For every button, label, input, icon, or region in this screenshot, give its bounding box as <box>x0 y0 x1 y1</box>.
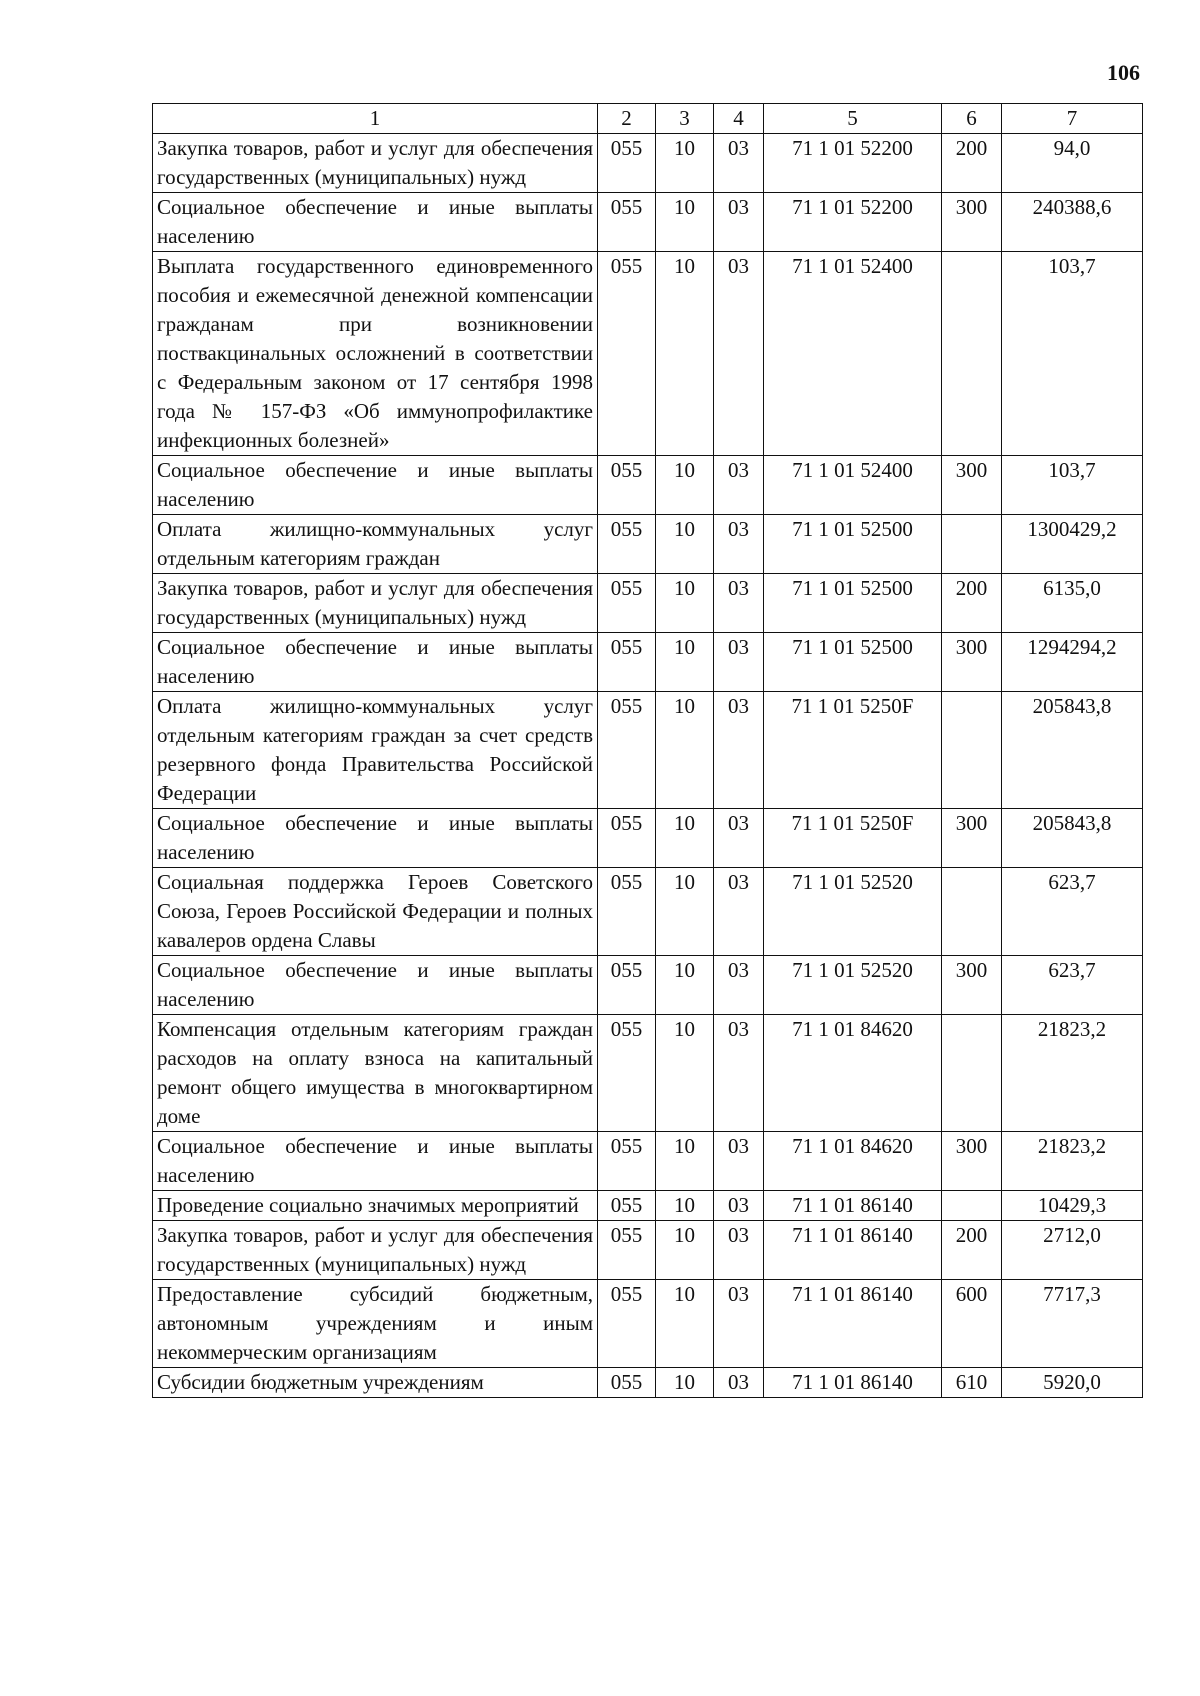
cell-code-4: 03 <box>714 1132 764 1191</box>
cell-code-6: 200 <box>942 1221 1002 1280</box>
cell-amount: 6135,0 <box>1002 574 1143 633</box>
table-row <box>153 515 1143 574</box>
table-row <box>153 956 1143 1015</box>
cell-code-2: 055 <box>598 515 656 574</box>
cell-code-5: 71 1 01 86140 <box>764 1368 942 1398</box>
cell-code-6: 300 <box>942 809 1002 868</box>
cell-code-2: 055 <box>598 252 656 456</box>
cell-code-6: 200 <box>942 134 1002 193</box>
cell-code-3: 10 <box>656 1221 714 1280</box>
cell-code-5: 71 1 01 52500 <box>764 515 942 574</box>
cell-code-3: 10 <box>656 1368 714 1398</box>
cell-code-2: 055 <box>598 1132 656 1191</box>
cell-amount: 7717,3 <box>1002 1280 1143 1368</box>
table-row <box>153 574 1143 633</box>
table-row <box>153 809 1143 868</box>
cell-amount: 623,7 <box>1002 868 1143 956</box>
cell-code-2: 055 <box>598 1221 656 1280</box>
cell-code-3: 10 <box>656 633 714 692</box>
cell-code-5: 71 1 01 52400 <box>764 456 942 515</box>
table-header <box>153 104 1143 134</box>
cell-code-5: 71 1 01 52400 <box>764 252 942 456</box>
cell-code-4: 03 <box>714 252 764 456</box>
cell-code-2: 055 <box>598 134 656 193</box>
cell-code-5: 71 1 01 52520 <box>764 868 942 956</box>
cell-description: Субсидии бюджетным учреждениям <box>153 1368 598 1398</box>
cell-amount: 5920,0 <box>1002 1368 1143 1398</box>
cell-amount: 1294294,2 <box>1002 633 1143 692</box>
cell-code-5: 71 1 01 86140 <box>764 1221 942 1280</box>
column-header-7: 7 <box>1002 104 1143 134</box>
cell-code-6 <box>942 252 1002 456</box>
cell-code-2: 055 <box>598 692 656 809</box>
cell-amount: 205843,8 <box>1002 809 1143 868</box>
cell-amount: 240388,6 <box>1002 193 1143 252</box>
cell-code-5: 71 1 01 52200 <box>764 193 942 252</box>
cell-code-4: 03 <box>714 1015 764 1132</box>
cell-description: Социальное обеспечение и иные выплаты населению <box>153 1132 598 1191</box>
cell-code-6 <box>942 1191 1002 1221</box>
cell-code-5: 71 1 01 52200 <box>764 134 942 193</box>
table-row <box>153 692 1143 809</box>
cell-code-5: 71 1 01 5250F <box>764 809 942 868</box>
cell-code-6: 200 <box>942 574 1002 633</box>
cell-code-4: 03 <box>714 134 764 193</box>
cell-description: Предоставление субсидий бюджетным, автономным учреждениям и иным некоммерческим организациям <box>153 1280 598 1368</box>
cell-code-3: 10 <box>656 1191 714 1221</box>
cell-amount: 2712,0 <box>1002 1221 1143 1280</box>
cell-code-2: 055 <box>598 193 656 252</box>
cell-code-6 <box>942 868 1002 956</box>
cell-code-4: 03 <box>714 1191 764 1221</box>
cell-code-6: 300 <box>942 1132 1002 1191</box>
cell-code-5: 71 1 01 84620 <box>764 1015 942 1132</box>
cell-code-4: 03 <box>714 809 764 868</box>
cell-code-4: 03 <box>714 633 764 692</box>
cell-code-3: 10 <box>656 1015 714 1132</box>
column-header-5: 5 <box>764 104 942 134</box>
cell-amount: 21823,2 <box>1002 1015 1143 1132</box>
cell-description: Социальная поддержка Героев Советского Союза, Героев Российской Федерации и полных кавалеров ордена Славы <box>153 868 598 956</box>
cell-code-6: 300 <box>942 956 1002 1015</box>
cell-code-3: 10 <box>656 193 714 252</box>
cell-code-4: 03 <box>714 956 764 1015</box>
cell-amount: 623,7 <box>1002 956 1143 1015</box>
cell-description: Социальное обеспечение и иные выплаты населению <box>153 456 598 515</box>
cell-code-4: 03 <box>714 868 764 956</box>
cell-amount: 94,0 <box>1002 134 1143 193</box>
cell-code-2: 055 <box>598 1191 656 1221</box>
cell-code-3: 10 <box>656 456 714 515</box>
cell-code-6: 300 <box>942 456 1002 515</box>
cell-code-6: 300 <box>942 193 1002 252</box>
cell-amount: 10429,3 <box>1002 1191 1143 1221</box>
cell-code-2: 055 <box>598 574 656 633</box>
cell-description: Оплата жилищно-коммунальных услуг отдельным категориям граждан <box>153 515 598 574</box>
cell-code-6: 610 <box>942 1368 1002 1398</box>
cell-code-4: 03 <box>714 1368 764 1398</box>
cell-code-4: 03 <box>714 574 764 633</box>
cell-code-6 <box>942 692 1002 809</box>
table-row <box>153 1221 1143 1280</box>
cell-amount: 1300429,2 <box>1002 515 1143 574</box>
cell-code-3: 10 <box>656 1280 714 1368</box>
budget-table <box>152 103 1143 1398</box>
column-header-6: 6 <box>942 104 1002 134</box>
cell-code-4: 03 <box>714 456 764 515</box>
cell-code-4: 03 <box>714 193 764 252</box>
cell-description: Социальное обеспечение и иные выплаты населению <box>153 193 598 252</box>
cell-code-6: 300 <box>942 633 1002 692</box>
cell-code-5: 71 1 01 84620 <box>764 1132 942 1191</box>
table-row <box>153 1280 1143 1368</box>
table-row <box>153 134 1143 193</box>
cell-code-2: 055 <box>598 1015 656 1132</box>
cell-description: Закупка товаров, работ и услуг для обеспечения государственных (муниципальных) нужд <box>153 134 598 193</box>
cell-code-3: 10 <box>656 809 714 868</box>
cell-code-3: 10 <box>656 868 714 956</box>
cell-code-5: 71 1 01 86140 <box>764 1191 942 1221</box>
cell-description: Проведение социально значимых мероприятий <box>153 1191 598 1221</box>
table-body <box>153 134 1143 1398</box>
cell-description: Социальное обеспечение и иные выплаты населению <box>153 809 598 868</box>
cell-code-5: 71 1 01 5250F <box>764 692 942 809</box>
cell-description: Оплата жилищно-коммунальных услуг отдельным категориям граждан за счет средств резервного фонда Правительства Российской Федерации <box>153 692 598 809</box>
cell-code-4: 03 <box>714 1221 764 1280</box>
table-row <box>153 1191 1143 1221</box>
column-header-2: 2 <box>598 104 656 134</box>
cell-code-2: 055 <box>598 809 656 868</box>
cell-amount: 21823,2 <box>1002 1132 1143 1191</box>
cell-code-5: 71 1 01 86140 <box>764 1280 942 1368</box>
cell-description: Выплата государственного единовременного пособия и ежемесячной денежной компенсации гражданам при возникновении поствакцинальных осложнений в соответствии с Федеральным законом от 17 сентября 1998 года № 157-ФЗ «Об иммунопрофилактике инфекционных болезней» <box>153 252 598 456</box>
cell-code-5: 71 1 01 52520 <box>764 956 942 1015</box>
cell-code-3: 10 <box>656 134 714 193</box>
table-row <box>153 456 1143 515</box>
column-header-3: 3 <box>656 104 714 134</box>
cell-code-5: 71 1 01 52500 <box>764 633 942 692</box>
cell-amount: 205843,8 <box>1002 692 1143 809</box>
cell-code-4: 03 <box>714 515 764 574</box>
cell-code-2: 055 <box>598 1368 656 1398</box>
cell-code-6: 600 <box>942 1280 1002 1368</box>
table-row <box>153 1015 1143 1132</box>
cell-code-3: 10 <box>656 1132 714 1191</box>
table-row <box>153 1368 1143 1398</box>
cell-code-4: 03 <box>714 692 764 809</box>
page-number: 106 <box>1107 60 1140 85</box>
column-header-1: 1 <box>153 104 598 134</box>
cell-description: Социальное обеспечение и иные выплаты населению <box>153 633 598 692</box>
header-row <box>153 104 1143 134</box>
cell-code-3: 10 <box>656 252 714 456</box>
cell-code-6 <box>942 515 1002 574</box>
cell-code-3: 10 <box>656 574 714 633</box>
cell-code-3: 10 <box>656 515 714 574</box>
column-header-4: 4 <box>714 104 764 134</box>
cell-code-2: 055 <box>598 633 656 692</box>
cell-amount: 103,7 <box>1002 456 1143 515</box>
table-row <box>153 868 1143 956</box>
cell-code-2: 055 <box>598 1280 656 1368</box>
table-row <box>153 1132 1143 1191</box>
cell-code-4: 03 <box>714 1280 764 1368</box>
cell-description: Закупка товаров, работ и услуг для обеспечения государственных (муниципальных) нужд <box>153 1221 598 1280</box>
cell-code-2: 055 <box>598 868 656 956</box>
cell-code-6 <box>942 1015 1002 1132</box>
cell-code-2: 055 <box>598 956 656 1015</box>
cell-description: Компенсация отдельным категориям граждан расходов на оплату взноса на капитальный ремонт общего имущества в многоквартирном доме <box>153 1015 598 1132</box>
cell-code-5: 71 1 01 52500 <box>764 574 942 633</box>
cell-code-3: 10 <box>656 956 714 1015</box>
cell-code-2: 055 <box>598 456 656 515</box>
cell-description: Социальное обеспечение и иные выплаты населению <box>153 956 598 1015</box>
cell-description: Закупка товаров, работ и услуг для обеспечения государственных (муниципальных) нужд <box>153 574 598 633</box>
table-row <box>153 252 1143 456</box>
cell-code-3: 10 <box>656 692 714 809</box>
cell-amount: 103,7 <box>1002 252 1143 456</box>
table-row <box>153 193 1143 252</box>
table-row <box>153 633 1143 692</box>
